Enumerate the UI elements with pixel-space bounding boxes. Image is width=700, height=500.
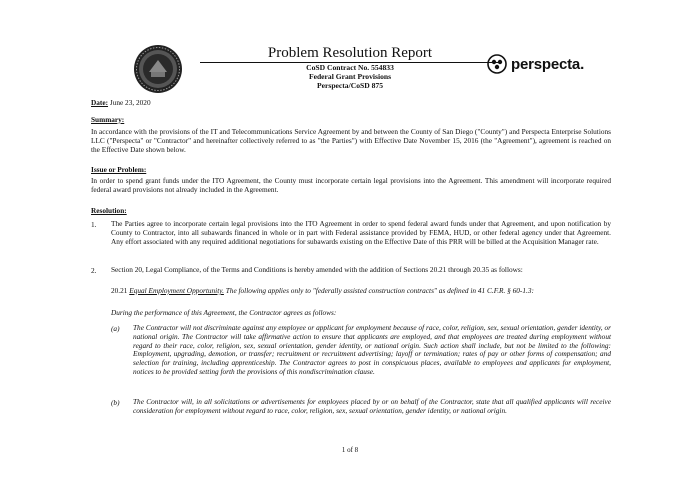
- item-number: 2.: [91, 266, 97, 275]
- report-subject: Federal Grant Provisions: [308, 72, 392, 81]
- contract-number: CoSD Contract No. 554833: [306, 63, 394, 72]
- issue-text: In order to spend grant funds under the ITO Agreement, the County must incorporate certain legal provisions into the Agreement. This amendment will incorporate required federal award provisions not already included in the Agreement.: [91, 176, 611, 194]
- perspecta-wordmark: perspecta.: [511, 55, 585, 73]
- subclause-label: (a): [111, 324, 120, 333]
- date-label: Date:: [91, 98, 109, 107]
- date-value: June 23, 2020: [109, 98, 151, 107]
- page-number: 1 of 8: [341, 446, 359, 454]
- subclause-text: The Contractor will not discriminate against any employee or applicant for employment because of race, color, religion, sex, sexual orientation, gender identity, or national origin. The Contractor will take affirmative action to ensure that applicants are employed, and that employees are treated during employment without regard to their race, color, religion, sex, sexual orientation, gender identity, or national origin. Such action shall include, but not be limited to the following: Employment, upgrading, demotion, or transfer; recruitment or recruitment advertising; layoff or termination; rates of pay or other forms of compensation; and selection for training, including apprenticeship. The Contractor agrees to post in conspicuous places, available to employees and applicants for employment, notices to be provided setting forth the provisions of this nondiscrimination clause.: [133, 323, 611, 376]
- item-number: 1.: [91, 220, 97, 229]
- issue-heading: Issue or Problem:: [91, 165, 147, 174]
- subclause-label: (b): [111, 398, 120, 407]
- section-text: The following applies only to "federally assisted construction contracts" as defined in 41 C.F.R. § 60-1.3:: [225, 286, 534, 295]
- during-performance-text: During the performance of this Agreement, the Contractor agrees as follows:: [111, 308, 337, 317]
- county-seal-icon: [133, 44, 183, 94]
- resolution-item-text: The Parties agree to incorporate certain legal provisions into the ITO Agreement in order to spend federal award funds under that Agreement, and upon notification by County to Contractor, into all subawards financed in whole or in part with Federal assistance provided by FEMA, HUD, or other federal agency under that Agreement. Any effort associated with any required additional negotiations for subawards existing on the Effective Date of this PRR will be billed at the Acquisition Manager rate.: [111, 219, 611, 246]
- date-line: [91, 99, 611, 108]
- report-reference: Perspecta/CoSD 875: [316, 81, 383, 90]
- summary-text: In accordance with the provisions of the IT and Telecommunications Service Agreement by and between the County of San Diego ("County") and Perspecta Enterprise Solutions LLC ("Perspecta" or "Contractor" and hereinafter collectively referred to as "the Parties") with Effective Date November 15, 2016 (the "Agreement"), agreement is reached on the Effective Date shown below.: [91, 127, 611, 154]
- subclause-text: The Contractor will, in all solicitations or advertisements for employees placed by or on behalf of the Contractor, state that all qualified applicants will receive consideration for employment without regard to race, color, religion, sex, sexual orientation, gender identity, or national origin.: [133, 397, 611, 415]
- report-title: Problem Resolution Report: [200, 46, 500, 63]
- perspecta-logo: [487, 54, 584, 74]
- resolution-item-text: Section 20, Legal Compliance, of the Terms and Conditions is hereby amended with the addition of Sections 20.21 through 20.35 as follows:: [111, 265, 523, 274]
- resolution-heading: Resolution:: [91, 206, 127, 215]
- section-20-21: [111, 287, 611, 296]
- perspecta-logo-icon: [487, 54, 507, 74]
- summary-heading: Summary:: [91, 115, 125, 124]
- section-number: 20.21: [111, 286, 128, 295]
- report-title-block: [200, 46, 500, 90]
- section-heading: Equal Employment Opportunity.: [129, 286, 224, 295]
